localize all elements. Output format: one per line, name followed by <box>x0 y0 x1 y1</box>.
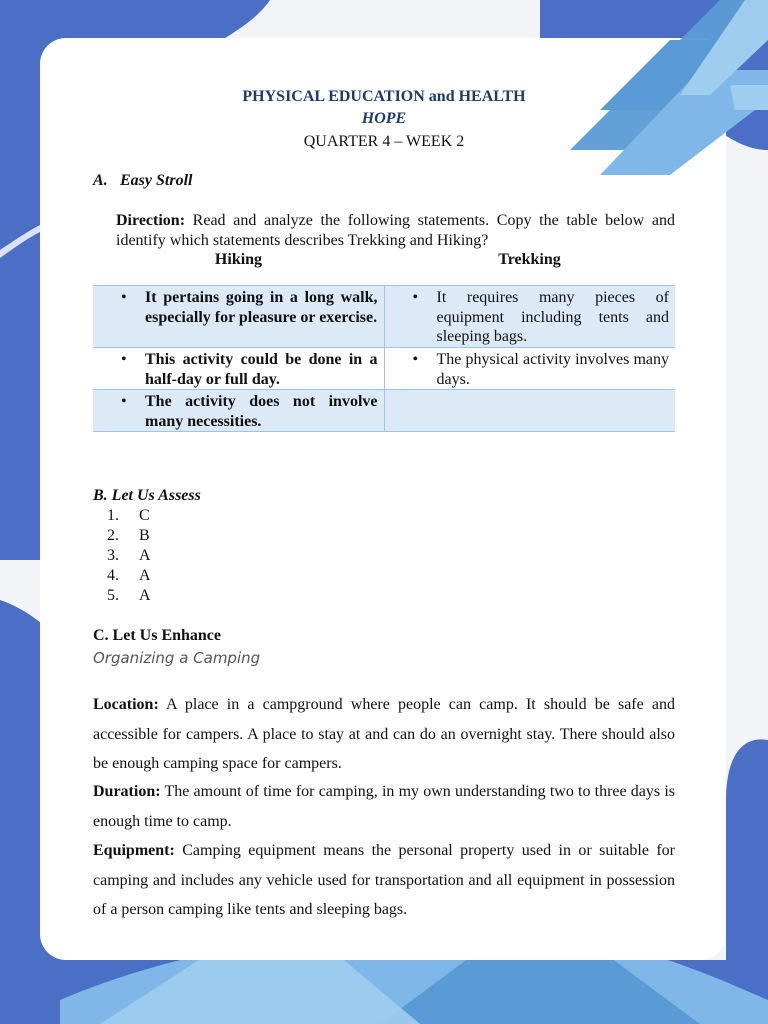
table-row <box>93 286 675 348</box>
table-row <box>93 348 675 390</box>
section-b-heading: B. Let Us Assess <box>93 487 201 504</box>
hiking-statement: This activity could be done in a half-day or full day. <box>145 351 378 388</box>
list-item: 2. B <box>107 527 150 544</box>
list-item: 5. A <box>107 587 151 604</box>
list-item: 1. C <box>107 507 150 524</box>
answer-value: A <box>139 587 151 604</box>
table-cell-hiking: • This activity could be done in a half-day or full day. <box>93 348 384 390</box>
duration-paragraph: Duration: The amount of time for camping, in my own understanding two to three days is enough time to camp. <box>93 783 675 830</box>
trekking-statement: The physical activity involves many days. <box>436 351 669 388</box>
hiking-statement: The activity does not involve many necessities. <box>145 393 378 430</box>
table-cell-hiking: • It pertains going in a long walk, especially for pleasure or exercise. <box>93 286 384 348</box>
diagonal-stripes-decoration <box>560 0 768 180</box>
list-item: 3. A <box>107 547 151 564</box>
direction-paragraph <box>116 211 675 251</box>
table-cell-trekking: • The physical activity involves many days. <box>384 348 675 390</box>
answer-value: C <box>139 507 150 524</box>
direction-text: Read and analyze the following statements. Copy the table below and identify which statements describes Trekking and Hiking? <box>116 212 675 249</box>
location-label: Location: <box>93 696 159 713</box>
document-subtitle: HOPE <box>361 110 407 127</box>
document-title: PHYSICAL EDUCATION and HEALTH <box>242 88 526 105</box>
table-cell-trekking: • It requires many pieces of equipment including tents and sleeping bags. <box>384 286 675 348</box>
table-cell-hiking: • The activity does not involve many necessities. <box>93 390 384 432</box>
equipment-label: Equipment: <box>93 842 175 859</box>
hiking-statement: It pertains going in a long walk, especially for pleasure or exercise. <box>145 289 378 326</box>
section-c-subtitle: Organizing a Camping <box>93 649 261 667</box>
section-a-heading <box>93 172 192 190</box>
section-a-title: Easy Stroll <box>120 172 193 189</box>
quarter-week-label: QUARTER 4 – WEEK 2 <box>303 133 465 150</box>
answer-value: A <box>139 547 151 564</box>
answer-list <box>93 506 151 606</box>
table-row <box>93 390 675 432</box>
trekking-column-header: Trekking <box>498 251 561 268</box>
trekking-statement: It requires many pieces of equipment including tents and sleeping bags. <box>436 289 669 345</box>
duration-label: Duration: <box>93 783 161 800</box>
hiking-trekking-table <box>93 285 675 432</box>
answer-value: A <box>139 567 151 584</box>
location-paragraph: Location: A place in a campground where people can camp. It should be safe and accessible for campers. A place to stay at and can do an overnight stay. There should also be enough camping space for campers. <box>93 696 675 772</box>
list-item: 4. A <box>107 567 151 584</box>
section-a-number: A. <box>93 172 108 189</box>
direction-label: Direction: <box>116 212 186 229</box>
hiking-column-header: Hiking <box>214 251 263 268</box>
section-c-heading: C. Let Us Enhance <box>93 627 222 644</box>
table-cell-trekking <box>384 390 675 432</box>
answer-value: B <box>139 527 150 544</box>
equipment-paragraph: Equipment: Camping equipment means the personal property used in or suitable for camping and includes any vehicle used for transportation and all equipment in possession of a person camping like tents and sleeping bags. <box>93 842 675 918</box>
